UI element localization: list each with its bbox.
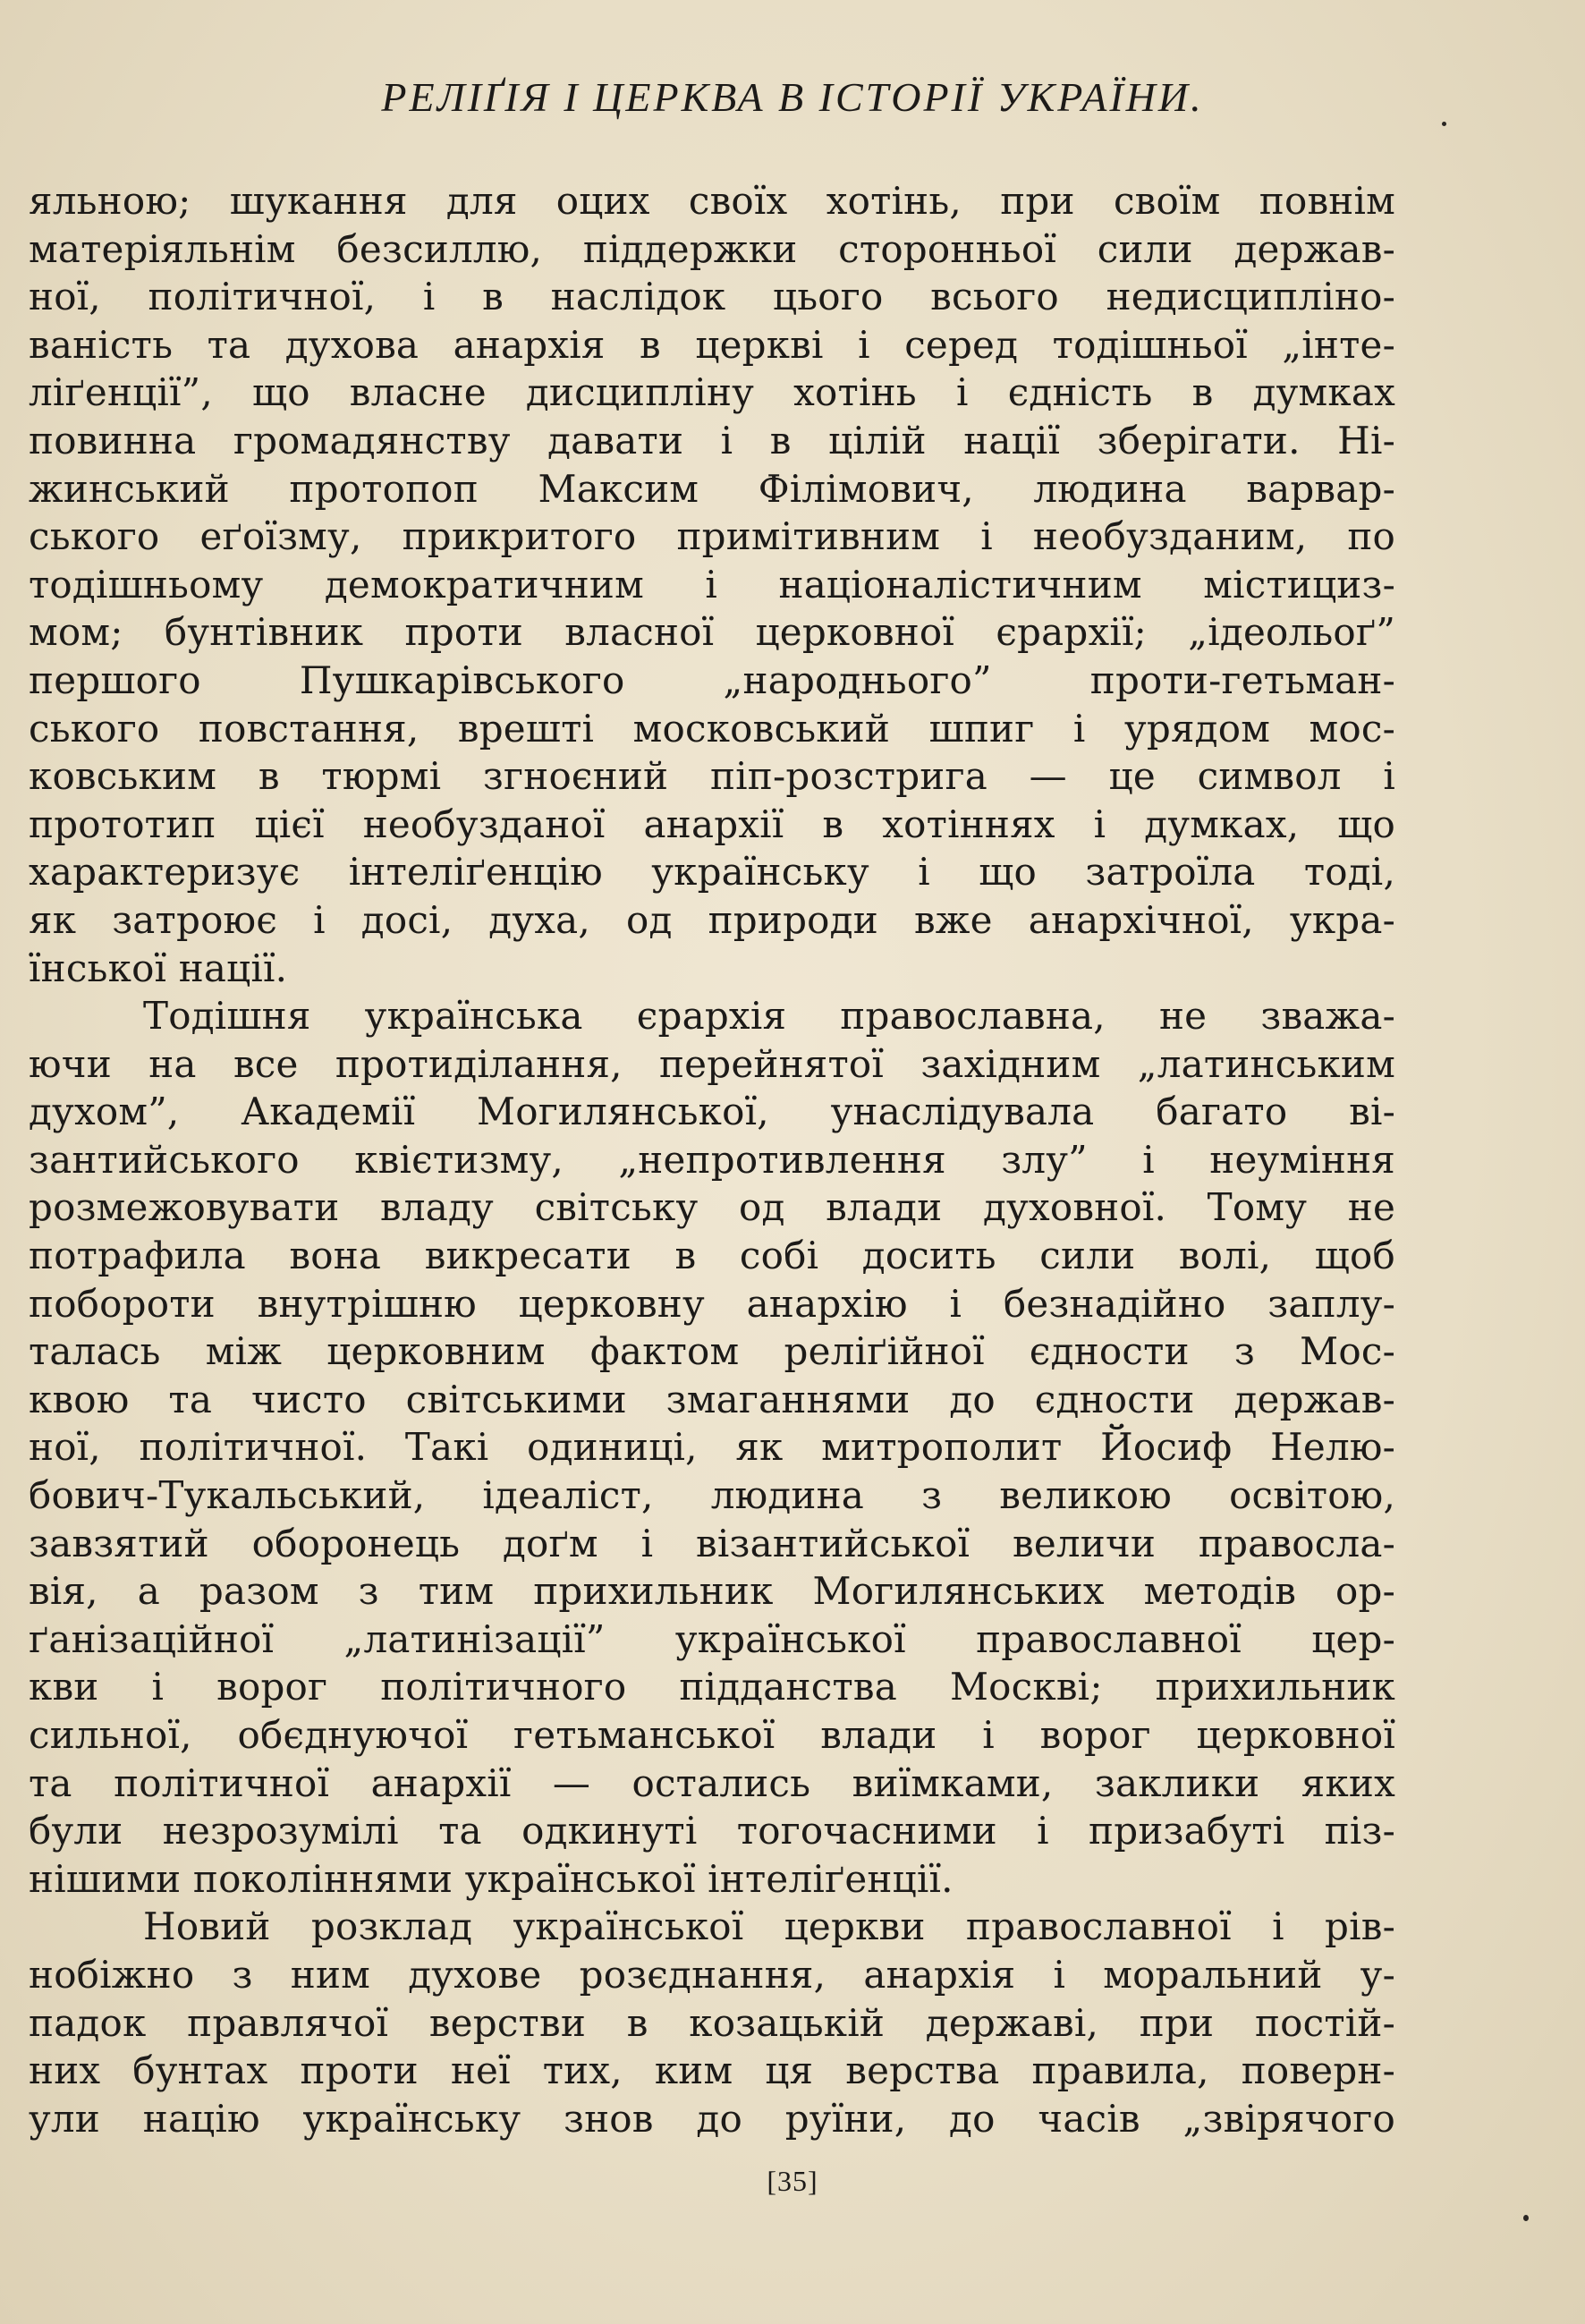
text-line: ної, політичної, і в наслідок цього всього недисципліно- — [29, 275, 1395, 319]
text-line: мом; бунтівник проти власної церковної єрархії; „ідеольоґ” — [29, 610, 1395, 655]
text-line: ваність та духова анархія в церкві і серед тодішньої „інте- — [29, 322, 1395, 367]
text-line: та політичної анархії — остались виїмками, заклики яких — [29, 1760, 1395, 1805]
text-line: жинський протопоп Максим Філімович, людина варвар- — [29, 466, 1395, 511]
page-number: [35] — [767, 2165, 818, 2197]
text-line: талась між церковним фактом реліґійної єдности з Мос- — [29, 1329, 1395, 1374]
text-line: вія, а разом з тим прихильник Могилянських методів ор- — [29, 1569, 1395, 1614]
text-line: повинна громадянству давати і в цілій нації зберігати. Ні- — [29, 418, 1395, 462]
ink-speck — [1523, 2215, 1529, 2221]
text-line: ючи на все протиділання, перейнятої західним „латинським — [29, 1041, 1395, 1086]
text-line: ського повстання, врешті московський шпиг і урядом мос- — [29, 706, 1395, 751]
text-line: матеріяльнім безсиллю, піддержки сторонньої сили держав- — [29, 226, 1395, 271]
body-text — [29, 177, 1395, 2142]
text-line: їнської нації. — [29, 946, 288, 990]
text-line: Новий розклад української церкви православної і рів- — [143, 1904, 1395, 1949]
text-line: ґанізаційної „латинізації” української православної цер- — [29, 1616, 1395, 1661]
paragraph-3 — [29, 1903, 1395, 2142]
paragraph-2 — [29, 992, 1395, 1903]
text-line: яльною; шукання для оцих своїх хотінь, при своїм повнім — [29, 179, 1395, 223]
text-line: прототип цієї необузданої анархії в хотіннях і думках, що — [29, 802, 1395, 846]
text-line: були незрозумілі та одкинуті тогочасними і призабуті піз- — [29, 1809, 1395, 1853]
text-line: побороти внутрішню церковну анархію і безнадійно заплу- — [29, 1281, 1395, 1326]
text-line: ної, політичної. Такі одиниці, як митрополит Йосиф Нелю- — [29, 1425, 1395, 1470]
text-line: них бунтах проти неї тих, ким ця верства правила, поверн- — [29, 2048, 1395, 2093]
text-line: завзятий оборонець доґм і візантийської величи правосла- — [29, 1521, 1395, 1565]
text-line: як затроює і досі, духа, од природи вже анархічної, укра- — [29, 897, 1395, 942]
text-line: бович-Тукальський, ідеаліст, людина з великою освітою, — [29, 1473, 1395, 1518]
text-line: першого Пушкарівського „народнього” проти-гетьман- — [29, 657, 1395, 702]
text-line: зантийського квієтизму, „непротивлення злу” і неуміння — [29, 1137, 1395, 1182]
text-line: Тодішня українська єрархія православна, не зважа- — [143, 994, 1395, 1039]
text-line: духом”, Академії Могилянської, унаслідувала багато ві- — [29, 1090, 1395, 1134]
text-line: ковським в тюрмі згноєний піп-розстрига — це символ і — [29, 754, 1395, 799]
ink-speck — [1442, 122, 1446, 126]
text-line: ліґенції”, що власне дисципліну хотінь і єдність в думках — [29, 370, 1395, 415]
text-line: потрафила вона викресати в собі досить сили волі, щоб — [29, 1234, 1395, 1278]
text-line: тодішньому демократичним і націоналістичним містициз- — [29, 562, 1395, 606]
text-line: ули націю українську знов до руїни, до часів „звірячого — [29, 2096, 1395, 2141]
text-line: сильної, обєднуючої гетьманської влади і ворог церковної — [29, 1713, 1395, 1757]
paragraph-1 — [29, 177, 1395, 992]
running-head: РЕЛІҐІЯ І ЦЕРКВА В ІСТОРІЇ УКРАЇНИ. — [381, 74, 1204, 120]
text-line: нобіжно з ним духове розєднання, анархія і моральний у- — [29, 1952, 1395, 1997]
text-line: кви і ворог політичного підданства Москві; прихильник — [29, 1665, 1395, 1709]
text-line: ського еґоїзму, прикритого примітивним і необузданим, по — [29, 514, 1395, 559]
text-line: характеризує інтеліґенцію українську і що затроїла тоді, — [29, 850, 1395, 895]
text-line: розмежовувати владу світську од влади духовної. Тому не — [29, 1185, 1395, 1230]
text-line: нішими поколіннями української інтеліґенції. — [29, 1856, 954, 1901]
text-line: падок правлячої верстви в козацькій державі, при постій- — [29, 2000, 1395, 2045]
text-line: квою та чисто світськими змаганнями до єдности держав- — [29, 1377, 1395, 1421]
